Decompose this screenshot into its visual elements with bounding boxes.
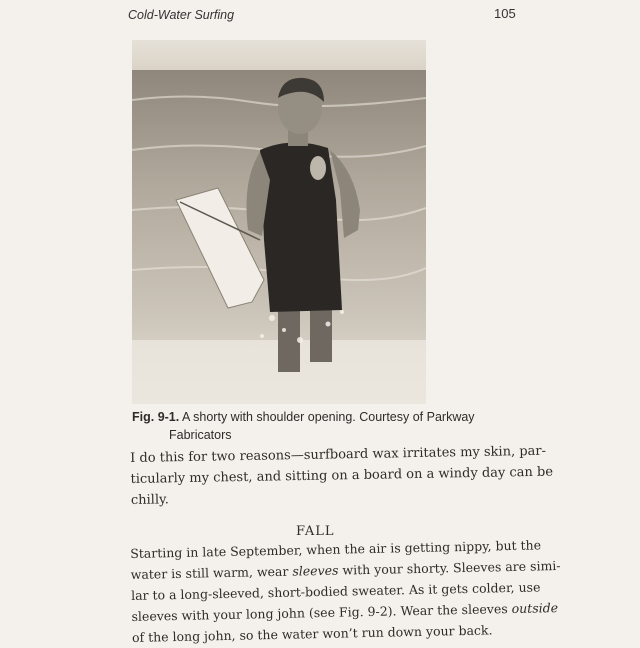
figure-caption [132,408,502,444]
paragraph-line: Starting in late September, when the air is getting nippy, but the [130,537,542,561]
paragraph-line: ticularly my chest, and sitting on a board on a windy day can be [130,464,554,487]
paragraph-line: of the long john, so the water won’t run down your back. [131,622,493,645]
paragraph-line: lar to a long-sleeved, short-bodied sweater. As it gets colder, use [130,579,541,603]
emphasis-outside: outside [511,600,559,617]
section-heading-fall: FALL [296,524,335,539]
page-number: 105 [494,6,516,21]
text-run: sleeves with your long john (see Fig. 9-2). Wear the sleeves [131,601,512,624]
paragraph-reasons [130,441,554,511]
emphasis-sleeves: sleeves [292,562,339,579]
running-head: Cold-Water Surfing [128,8,235,22]
text-run: with your shorty. Sleeves are simi- [338,557,561,578]
figure-label: Fig. 9-1. [132,410,180,424]
caption-line-2: Fabricators [169,428,232,442]
paragraph-line: I do this for two reasons—surfboard wax irritates my skin, par- [130,443,547,466]
caption-line-1: A shorty with shoulder opening. Courtesy of Parkway [182,410,475,424]
surfer-photo-illustration [132,40,426,404]
paragraph-fall [130,535,561,648]
text-run: water is still warm, wear [130,563,293,582]
paragraph-line: chilly. [130,492,169,508]
surfer-photo [132,40,426,404]
